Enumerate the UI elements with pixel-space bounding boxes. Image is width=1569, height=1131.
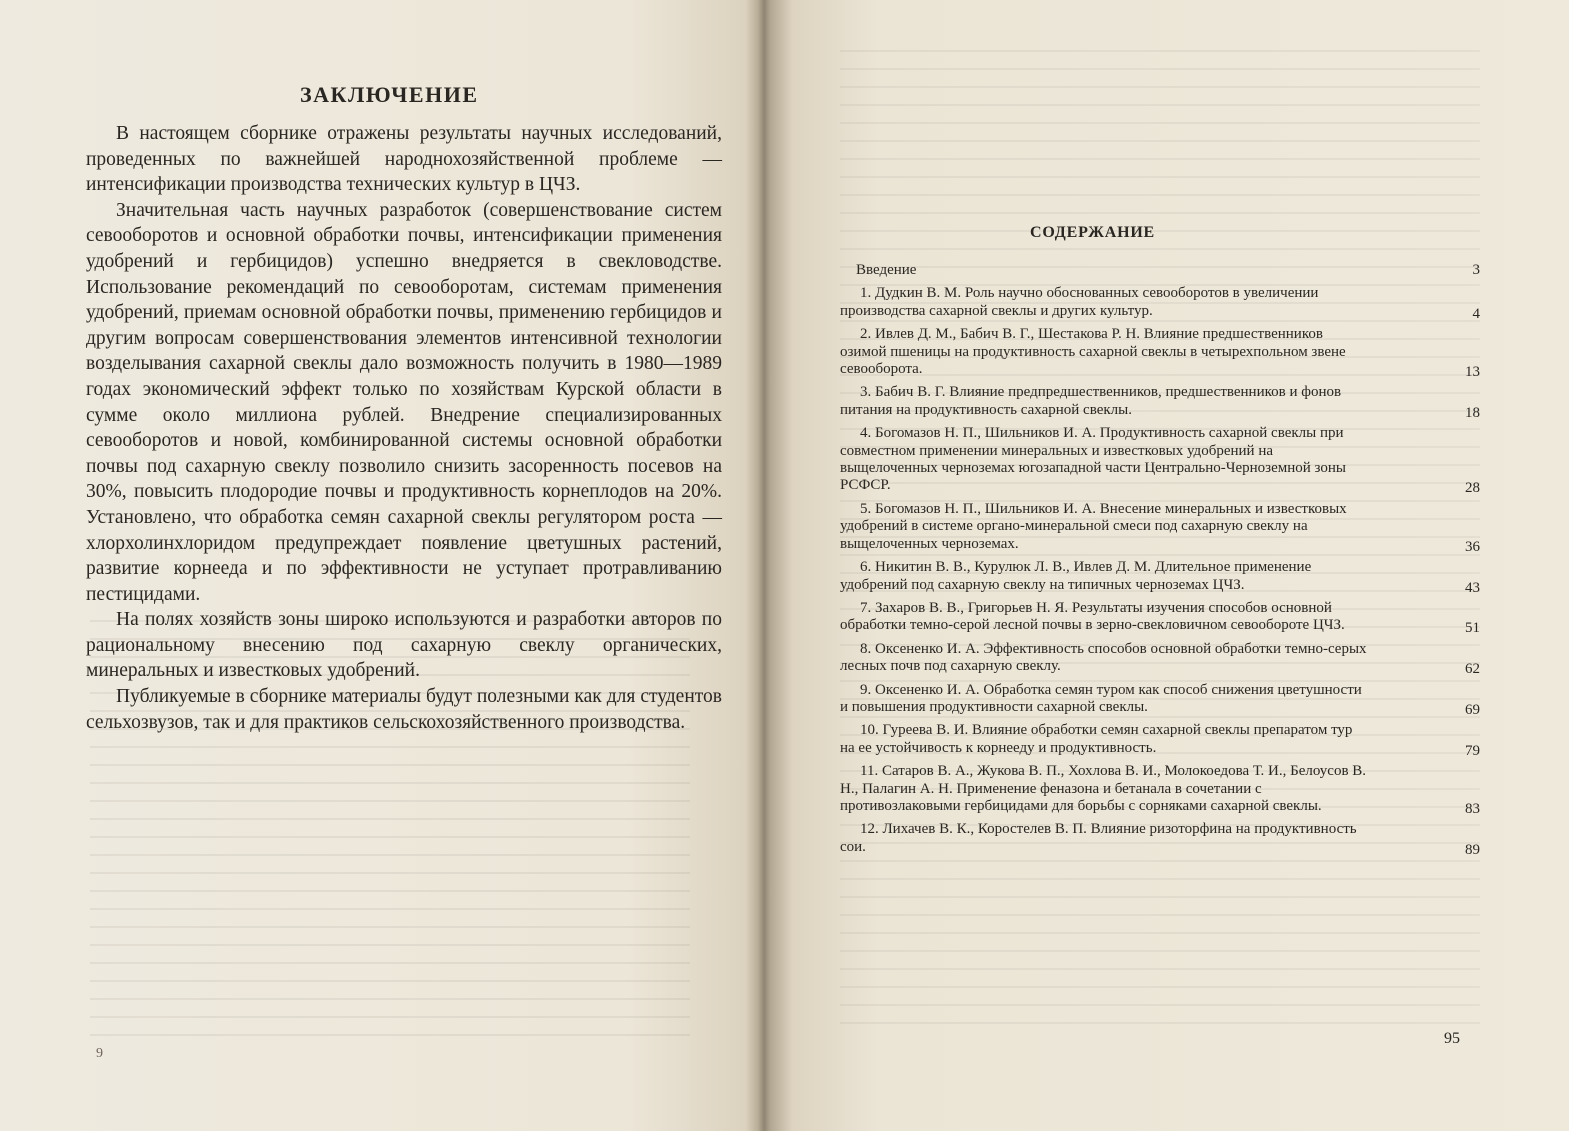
- toc-entry[interactable]: [840, 600, 1480, 635]
- toc-entry-title: 8. Оксененко И. А. Эффективность способов основной обработки темно-серых лесных почв под сахарную свеклу.: [840, 640, 1367, 675]
- toc-entry-page: 4: [1472, 305, 1480, 322]
- toc-entry-title: 12. Лихачев В. К., Коростелев В. П. Влияние ризоторфина на продуктивность сои.: [840, 821, 1357, 855]
- toc-entry[interactable]: [840, 682, 1480, 717]
- toc-entry-page: 28: [1465, 480, 1480, 497]
- toc-entry[interactable]: [840, 821, 1480, 856]
- toc-entry-page: 13: [1465, 364, 1480, 381]
- toc-entry-title: 7. Захаров В. В., Григорьев Н. Я. Результаты изучения способов основной обработки темно-серой лесной почвы в зерно-свекловичном севообороте ЦЧЗ.: [840, 599, 1345, 634]
- left-page-number: 9: [96, 1046, 103, 1061]
- toc-entry[interactable]: [840, 722, 1480, 757]
- toc-entry[interactable]: [840, 262, 1480, 279]
- paragraph: Значительная часть научных разработок (совершенствование систем севооборотов и основной обработки почвы, интенсификации применения удобрений и гербицидов) успешно внедряется в свекловодстве. Использование рекомендаций по севооборотам, системам применения удобрений, приемам основной обработки почвы, применению гербицидов и другим вопросам совершенствования элементов интенсивной технологии возделывания сахарной свеклы дало возможность получить в 1980—1989 годах экономический эффект только по хозяйствам Курской области в сумме около миллиона рублей. Внедрение специализированных севооборотов и новой, комбинированной системы основной обработки почвы под сахарную свеклу позволило снизить засоренность посевов на 30%, повысить плодородие почвы и продуктивность корнеплодов на 20%. Установлено, что обработка семян сахарной свеклы регулятором роста — хлорхолинхлоридом предупреждает появление цветушных растений, развитие корнееда и по эффективности не уступает протравливанию пестицидами.: [86, 199, 722, 605]
- left-page: [0, 0, 760, 1131]
- toc-entry-title: 5. Богомазов Н. П., Шильников И. А. Внесение минеральных и известковых удобрений в системе органо-минеральной смеси под сахарную свеклу на выщелоченных черноземах.: [840, 500, 1347, 552]
- toc-entry-page: 69: [1465, 701, 1480, 718]
- toc-entry[interactable]: [840, 641, 1480, 676]
- toc-entry-title: Введение: [856, 262, 917, 278]
- toc-entry-page: 83: [1465, 800, 1480, 817]
- toc-entry-title: 10. Гуреева В. И. Влияние обработки семян сахарной свеклы препаратом тур на ее устойчивость к корнееду и продуктивность.: [840, 722, 1353, 756]
- toc-entry[interactable]: [840, 763, 1480, 815]
- toc-entry-title: 6. Никитин В. В., Курулюк Л. В., Ивлев Д. М. Длительное применение удобрений под сахарную свеклу на типичных черноземах ЦЧЗ.: [840, 559, 1312, 593]
- toc-entry-page: 43: [1465, 579, 1480, 596]
- toc-entry-title: 1. Дудкин В. М. Роль научно обоснованных севооборотов в увеличении производства сахарной свеклы и других культур.: [840, 285, 1319, 319]
- toc-entry-page: 79: [1465, 742, 1480, 759]
- conclusion-body: [86, 121, 722, 735]
- contents-heading: СОДЕРЖАНИЕ: [1030, 224, 1156, 241]
- toc-entry-page: 62: [1465, 661, 1480, 678]
- toc-entry[interactable]: [840, 501, 1480, 553]
- toc-entry-title: 2. Ивлев Д. М., Бабич В. Г., Шестакова Р. Н. Влияние предшественников озимой пшеницы на продуктивность сахарной свеклы в четырехпольном звене севооборота.: [840, 326, 1346, 378]
- toc-entry-title: 9. Оксененко И. А. Обработка семян туром как способ снижения цветушности и повышения продуктивности сахарной свеклы.: [840, 681, 1362, 715]
- toc-entry[interactable]: [840, 384, 1480, 419]
- toc-entry-page: 3: [1472, 262, 1480, 278]
- toc-entry-page: 51: [1465, 620, 1480, 637]
- toc-entry-page: 89: [1465, 841, 1480, 858]
- toc-entry[interactable]: [840, 285, 1480, 320]
- paragraph: Публикуемые в сборнике материалы будут полезными как для студентов сельхозвузов, так и для практиков сельскохозяйственного производства.: [86, 686, 722, 733]
- conclusion-heading: ЗАКЛЮЧЕНИЕ: [300, 82, 479, 107]
- toc-entry-page: 18: [1465, 404, 1480, 421]
- toc-entry-page: 36: [1465, 538, 1480, 555]
- toc-entry-title: 11. Сатаров В. А., Жукова В. П., Хохлова В. И., Молокоедова Т. И., Белоусов В. Н., Палагин А. Н. Применение феназона и бетанала в сочетании с противозлаковыми гербицидами для борьбы с сорняками сахарной свеклы.: [840, 763, 1367, 814]
- toc-entry-title: 4. Богомазов Н. П., Шильников И. А. Продуктивность сахарной свеклы при совместном применении минеральных и известковых удобрений на выщелоченных черноземах югозападной части Центрально-Черноземной зоны РСФСР.: [840, 425, 1346, 494]
- right-page-number: 95: [1444, 1030, 1460, 1047]
- toc-entry-title: 3. Бабич В. Г. Влияние предпредшественников, предшественников и фонов питания на продуктивность сахарной свеклы.: [840, 384, 1342, 418]
- toc-entry[interactable]: [840, 559, 1480, 594]
- toc-entry[interactable]: [840, 326, 1480, 381]
- table-of-contents: [840, 262, 1480, 862]
- paragraph: На полях хозяйств зоны широко используются и разработки авторов по рациональному внесению под сахарную свеклу органических, минеральных и известковых удобрений.: [86, 609, 722, 682]
- toc-entry[interactable]: [840, 425, 1480, 495]
- paragraph: В настоящем сборнике отражены результаты научных исследований, проведенных по важнейшей народнохозяйственной проблеме — интенсификации производства технических культур в ЦЧЗ.: [86, 123, 722, 196]
